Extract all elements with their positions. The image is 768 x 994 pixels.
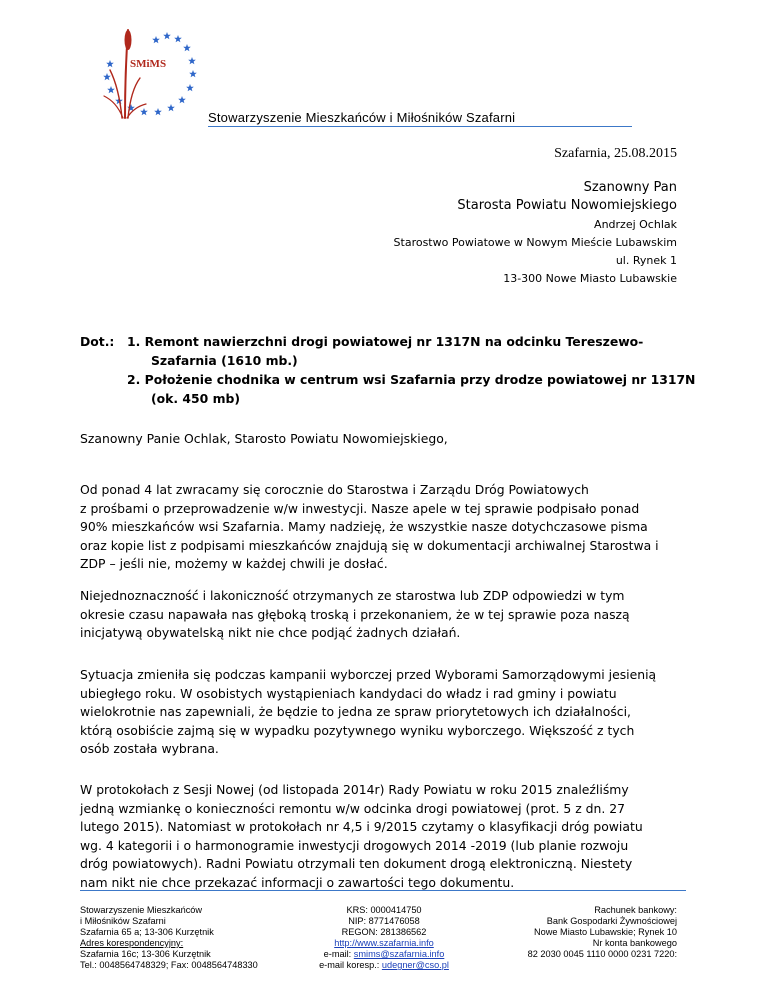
paragraph-line: osób została wybrana. xyxy=(80,741,219,756)
footer-line: Tel.: 0048564748329; Fax: 0048564748330 xyxy=(80,960,258,970)
addressee-line: Szanowny Pan xyxy=(583,180,677,195)
email2-link[interactable]: udegner@cso.pl xyxy=(381,960,449,970)
paragraph-line: Sytuacja zmieniła się podczas kampanii wyborczej przed Wyborami Samorządowymi jesienią xyxy=(80,667,657,682)
subject-item-2: 2. Położenie chodnika w centrum wsi Szafarnia przy drodze powiatowej nr 1317N xyxy=(127,372,696,387)
paragraph-line: ubiegłego roku. W osobistych wystąpieniach kandydaci do władz i rad gminy i powiatu xyxy=(80,685,617,701)
paragraph-line: W protokołach z Sesji Nowej (od listopada 2014r) Rady Powiatu w roku 2015 znaleźliśmy xyxy=(80,782,629,797)
addressee-line: Andrzej Ochlak xyxy=(594,218,677,231)
smims-logo xyxy=(92,18,212,128)
organization-name: Stowarzyszenie Mieszkańców i Miłośników Szafarni xyxy=(208,110,516,125)
paragraph-line: okresie czasu napawała nas głęboką troską i przekonaniem, że w tej sprawie poza naszą xyxy=(80,606,630,622)
paragraph-line: wielokrotnie nas zapewniali, że będzie to jedna ze spraw priorytetowych ich działalności, xyxy=(80,704,631,719)
logo-cattail-icon xyxy=(125,30,132,50)
logo-text: SMiMS xyxy=(130,58,167,70)
logo-star-icon xyxy=(178,96,186,103)
footer-bank xyxy=(528,905,677,960)
paragraph-line: ZDP – jeśli nie, możemy w każdej chwili je dosłać. xyxy=(80,556,388,571)
footer-email-line xyxy=(306,949,462,960)
logo-star-icon xyxy=(163,32,171,39)
footer-nip: NIP: 8771476058 xyxy=(348,916,420,926)
salutation: Szanowny Panie Ochlak, Starosto Powiatu Nowomiejskiego, xyxy=(80,431,448,446)
footer-line: Bank Gospodarki Żywnościowej xyxy=(546,916,677,926)
logo-star-icon xyxy=(107,86,115,93)
footer-divider xyxy=(80,890,686,891)
footer-email2-line xyxy=(306,960,462,971)
logo-star-icon xyxy=(174,35,182,42)
paragraph-line: jedną wzmiankę o konieczności remontu w/w odcinka drogi powiatowej (prot. 5 z dn. 27 xyxy=(80,800,625,816)
header-divider xyxy=(208,126,632,127)
addressee-line: Starosta Powiatu Nowomiejskiego xyxy=(457,198,677,213)
logo-star-icon xyxy=(140,108,148,115)
footer-line: Stowarzyszenie Mieszkańców xyxy=(80,905,203,915)
paragraph-line: z prośbami o przeprowadzenie w/w inwestycji. Nasze apele w tej sprawie podpisało ponad xyxy=(80,500,640,516)
body-paragraph-2 xyxy=(80,587,676,643)
footer-line: Szafarnia 65 a; 13-306 Kurzętnik xyxy=(80,927,214,937)
logo-star-icon xyxy=(167,104,175,111)
place-and-date: Szafarnia, 25.08.2015 xyxy=(554,146,677,161)
footer-krs: KRS: 0000414750 xyxy=(346,905,422,915)
body-paragraph-1 xyxy=(80,481,676,574)
footer-registration xyxy=(306,905,462,971)
addressee-line: ul. Rynek 1 xyxy=(615,254,677,267)
footer-contact xyxy=(80,905,258,971)
logo-star-icon xyxy=(152,36,160,43)
paragraph-line: dróg powiatowych). Radni Powiatu otrzymali ten dokument drogą elektroniczną. Niestety xyxy=(80,856,633,871)
paragraph-line: nam nikt nie chce przekazać informacji o zawartości tego dokumentu. xyxy=(80,874,515,890)
footer-line: Adres korespondencyjny: xyxy=(80,938,184,948)
paragraph-line: wg. 4 kategorii i o harmonogramie inwestycji drogowych 2014 -2019 (lub planie rozwoju xyxy=(80,837,629,853)
paragraph-line: oraz kopie list z podpisami mieszkańców znajdują się w dokumentacji archiwalnej Starostwa i xyxy=(80,537,659,553)
paragraph-line: inicjatywą obywatelską nikt nie chce podjąć żadnych działań. xyxy=(80,625,461,640)
addressee-line: 13-300 Nowe Miasto Lubawskie xyxy=(503,272,677,285)
body-paragraph-4 xyxy=(80,781,676,892)
body-paragraph-3 xyxy=(80,666,676,759)
website-link[interactable]: http://www.szafarnia.info xyxy=(334,938,434,948)
subject-item-1: 1. Remont nawierzchni drogi powiatowej nr 1317N na odcinku Tereszewo- xyxy=(127,334,644,349)
subject-item-1-continued: Szafarnia (1610 mb.) xyxy=(151,353,298,368)
logo-star-icon xyxy=(154,108,162,115)
logo-star-icon xyxy=(183,44,191,51)
footer-line: i Miłośników Szafarni xyxy=(80,916,166,926)
addressee-line: Starostwo Powiatowe w Nowym Mieście Lubawskim xyxy=(393,236,677,249)
footer-line: Nr konta bankowego xyxy=(592,938,677,948)
footer-line: Rachunek bankowy: xyxy=(594,905,677,915)
logo-star-icon xyxy=(188,57,196,64)
email2-label: e-mail koresp.: xyxy=(319,960,382,970)
logo-stars xyxy=(103,32,197,115)
footer-line: Szafarnia 16c; 13-306 Kurzętnik xyxy=(80,949,211,959)
footer-line: 82 2030 0045 1110 0000 0231 7220: xyxy=(527,949,677,959)
subject-lead: Dot.: xyxy=(80,334,115,349)
email-label: e-mail: xyxy=(323,949,354,959)
footer-line: Nowe Miasto Lubawskie; Rynek 10 xyxy=(534,927,677,937)
paragraph-line: 90% mieszkańców wsi Szafarnia. Mamy nadzieję, że wszystkie nasze dotychczasowe pisma xyxy=(80,519,648,534)
footer-regon: REGON: 281386562 xyxy=(341,927,427,937)
email-link[interactable]: smims@szafarnia.info xyxy=(353,949,445,959)
logo-star-icon xyxy=(189,70,197,77)
paragraph-line: którą osobiście zajmą się w wypadku pozytywnego wyniku wyborczego. Większość z tych xyxy=(80,722,635,738)
logo-star-icon xyxy=(103,73,111,80)
logo-star-icon xyxy=(106,60,114,67)
paragraph-line: Niejednoznaczność i lakoniczność otrzymanych ze starostwa lub ZDP odpowiedzi w tym xyxy=(80,588,625,603)
paragraph-line: Od ponad 4 lat zwracamy się corocznie do Starostwa i Zarządu Dróg Powiatowych xyxy=(80,482,589,497)
subject-item-2-continued: (ok. 450 mb) xyxy=(151,391,241,406)
paragraph-line: lutego 2015). Natomiast w protokołach nr 4,5 i 9/2015 czytamy o klasyfikacji dróg powiatu xyxy=(80,819,643,834)
logo-star-icon xyxy=(186,84,194,91)
